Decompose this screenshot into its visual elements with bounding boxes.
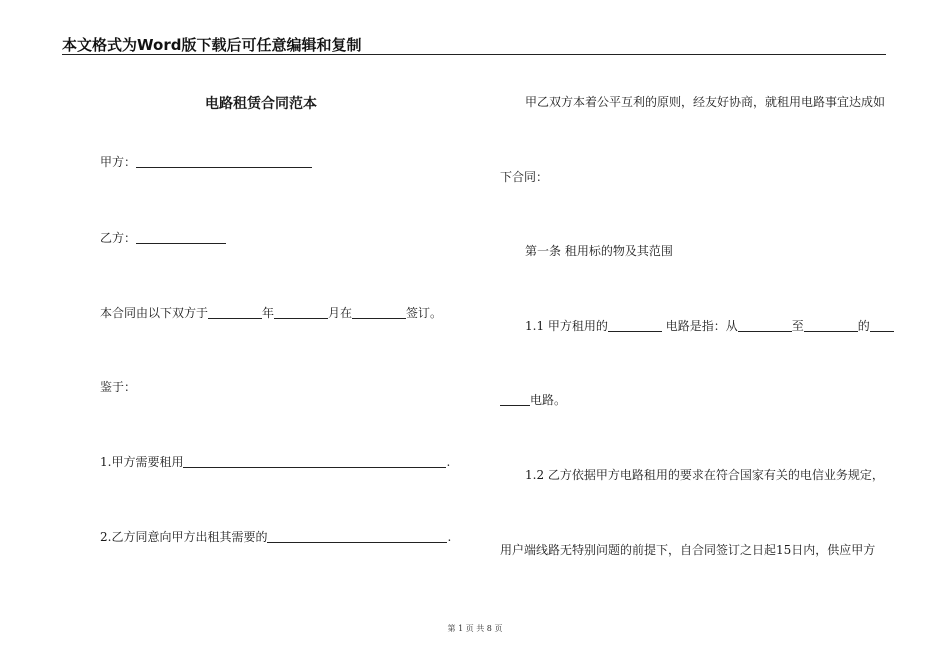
- signed-place-blank: [352, 306, 406, 319]
- item1-line: [100, 454, 450, 470]
- party-b-line: [100, 230, 226, 246]
- intro-line-2: 下合同：: [500, 170, 549, 184]
- clause-1-1-line2-suffix: 电路。: [530, 393, 567, 407]
- page-footer: 第 1 页 共 8 页: [447, 624, 503, 633]
- party-b-label: 乙方：: [100, 231, 137, 245]
- clause-1-1-blank-5: [500, 393, 530, 406]
- intro-line-1: 甲乙双方本着公平互利的原则，经友好协商，就租用电路事宜达成如: [525, 95, 886, 109]
- page-header: [62, 32, 886, 55]
- clause-1-1-blank-4: [870, 319, 894, 332]
- document-title: 电路租赁合同范本: [205, 96, 317, 112]
- clause-1-1-blank-1: [608, 319, 662, 332]
- clause-1-1-prefix: 1.1 甲方租用的: [525, 319, 608, 333]
- party-a-label: 甲方：: [100, 155, 137, 169]
- signed-year: 年: [262, 306, 275, 320]
- item2-suffix: .: [447, 530, 452, 544]
- item1-blank: [183, 455, 446, 468]
- item2-line: [100, 529, 451, 545]
- signed-month-blank: [274, 306, 328, 319]
- item1-prefix: 1.甲方需要租用: [100, 455, 184, 469]
- signed-date-blank: [208, 306, 262, 319]
- signed-month: 月在: [328, 306, 353, 320]
- party-a-blank: [136, 155, 312, 168]
- party-b-blank: [136, 231, 226, 244]
- clause-1-2-line-2: 用户端线路无特别问题的前提下，自合同签订之日起15日内，供应甲方: [500, 543, 876, 557]
- item2-blank: [267, 530, 447, 543]
- clause-1-1-line-2: [500, 392, 566, 408]
- signed-line: [100, 305, 442, 321]
- item2-prefix: 2.乙方同意向甲方出租其需要的: [100, 530, 268, 544]
- clause-1-1-line-1: [525, 318, 894, 334]
- header-title: 本文格式为Word版下载后可任意编辑和复制: [62, 36, 362, 54]
- clause-1-1-blank-3: [804, 319, 858, 332]
- item1-suffix: .: [446, 455, 451, 469]
- party-a-line: [100, 154, 312, 170]
- whereas-line: [100, 379, 136, 395]
- clause-1-1-mid3: 的: [857, 319, 870, 333]
- article-1-heading: 第一条 租用标的物及其范围: [525, 244, 673, 258]
- whereas-label: 鉴于：: [100, 380, 137, 394]
- signed-suffix: 签订。: [406, 306, 443, 320]
- signed-prefix: 本合同由以下双方于: [100, 306, 209, 320]
- clause-1-1-blank-2: [738, 319, 792, 332]
- clause-1-1-mid2: 至: [791, 319, 804, 333]
- clause-1-2-line-1: 1.2 乙方依据甲方电路租用的要求在符合国家有关的电信业务规定，: [525, 468, 884, 482]
- clause-1-1-mid1: 电路是指：从: [661, 319, 738, 333]
